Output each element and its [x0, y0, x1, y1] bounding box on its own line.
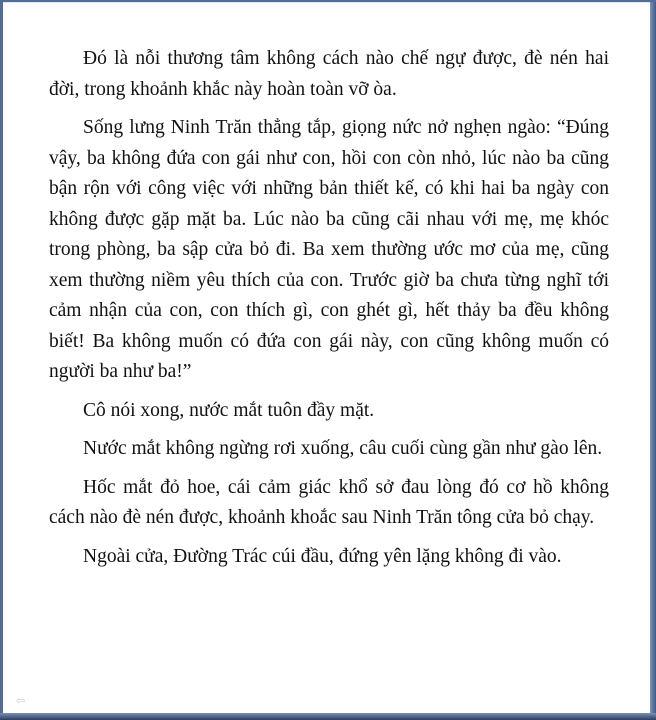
paragraph: Cô nói xong, nước mắt tuôn đầy mặt. [83, 399, 375, 421]
paragraph: Ngoài cửa, Đường Trác cúi đầu, đứng yên lặng không đi vào. [83, 545, 562, 567]
document-body [49, 44, 609, 580]
page-shadow-bottom [0, 713, 656, 720]
page-shadow-right [650, 2, 656, 716]
document-page [3, 2, 650, 713]
paragraph: Nước mắt không ngừng rơi xuống, câu cuối cùng gần như gào lên. [83, 438, 603, 459]
left-arrow-icon: ⇦ [16, 694, 26, 707]
paragraph: Đó là nỗi thương tâm không cách nào chế ngự được, đè nén hai đời, trong khoảnh khắc này hoàn toàn vỡ òa. [49, 48, 609, 100]
paragraph: Hốc mắt đỏ hoe, cái cảm giác khổ sở đau lòng đó cơ hồ không cách nào đè nén được, khoảnh khoắc sau Ninh Trăn tông cửa bỏ chạy. [49, 476, 609, 528]
paragraph: Sống lưng Ninh Trăn thẳng tắp, giọng nức nở nghẹn ngào: “Đúng vậy, ba không đứa con gái như con, hồi con còn nhỏ, lúc nào ba cũng bận rộn với công việc với những bản thiết kế, có khi hai ba ngày con không được gặp mặt ba. Lúc nào ba cũng cãi nhau với mẹ, mẹ khóc trong phòng, ba sập cửa bỏ đi. Ba xem thường ước mơ của mẹ, cũng xem thường niềm yêu thích của con. Trước giờ ba chưa từng nghĩ tới cảm nhận của con, con thích gì, con ghét gì, hết thảy ba đều không biết! Ba không muốn có đứa con gái này, con cũng không muốn có người ba như ba!” [49, 117, 609, 382]
